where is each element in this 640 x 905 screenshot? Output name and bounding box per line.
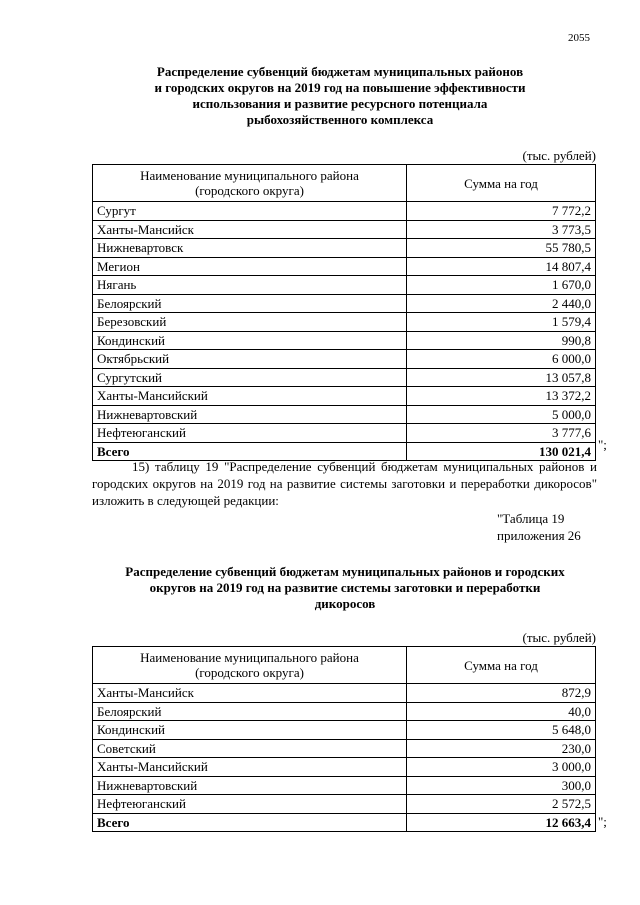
title-line: рыбохозяйственного комплекса [246, 112, 434, 127]
section2-closing-mark: "; [598, 814, 607, 829]
title-line: Распределение субвенций бюджетам муниципальных районов и городских [125, 564, 565, 579]
district-name: Всего [93, 442, 407, 461]
district-name: Нягань [93, 276, 407, 295]
district-name: Кондинский [93, 721, 407, 740]
title-line: использования и развитие ресурсного потенциала [192, 96, 488, 111]
table-row [93, 350, 596, 369]
district-name: Ханты-Мансийский [93, 758, 407, 777]
section1-unit: (тыс. рублей) [522, 148, 596, 163]
district-name: Сургут [93, 202, 407, 221]
annual-sum: 2 440,0 [407, 294, 596, 313]
annual-sum: 130 021,4 [407, 442, 596, 461]
section2-unit: (тыс. рублей) [522, 630, 596, 645]
annual-sum: 1 670,0 [407, 276, 596, 295]
district-name: Березовский [93, 313, 407, 332]
table-row [93, 239, 596, 258]
annual-sum: 5 000,0 [407, 405, 596, 424]
header-sum: Сумма на год [407, 165, 596, 202]
annual-sum: 3 773,5 [407, 220, 596, 239]
annual-sum: 300,0 [407, 776, 596, 795]
district-name: Нижневартовский [93, 405, 407, 424]
table-row [93, 331, 596, 350]
title-line: округов на 2019 год на развитие системы заготовки и переработки [149, 580, 541, 595]
header-name: Наименование муниципального района (городского округа) [93, 165, 407, 202]
district-name: Мегион [93, 257, 407, 276]
annual-sum: 230,0 [407, 739, 596, 758]
annual-sum: 12 663,4 [407, 813, 596, 832]
district-name: Сургутский [93, 368, 407, 387]
table-row [93, 405, 596, 424]
table-row [93, 202, 596, 221]
district-name: Нефтеюганский [93, 795, 407, 814]
section1-closing-mark: "; [598, 437, 607, 452]
section1-title [80, 64, 600, 128]
table-caption: "Таблица 19 приложения 26 [497, 511, 581, 543]
table-row [93, 739, 596, 758]
annual-sum: 13 057,8 [407, 368, 596, 387]
annual-sum: 3 777,6 [407, 424, 596, 443]
district-name: Советский [93, 739, 407, 758]
annual-sum: 3 000,0 [407, 758, 596, 777]
section1-table [92, 164, 596, 461]
page-number: 2055 [568, 32, 590, 44]
table-row [93, 313, 596, 332]
annual-sum: 872,9 [407, 684, 596, 703]
district-name: Белоярский [93, 294, 407, 313]
district-name: Нижневартовский [93, 776, 407, 795]
header-name: Наименование муниципального района (городского округа) [93, 647, 407, 684]
district-name: Ханты-Мансийск [93, 684, 407, 703]
annual-sum: 14 807,4 [407, 257, 596, 276]
title-line: дикоросов [314, 596, 376, 611]
table-row [93, 702, 596, 721]
annual-sum: 55 780,5 [407, 239, 596, 258]
section2-table [92, 646, 596, 832]
district-name: Кондинский [93, 331, 407, 350]
amendment-paragraph: 15) таблицу 19 "Распределение субвенций бюджетам муниципальных районов и городских округов на 2019 год на развитие системы заготовки и переработки дикоросов" изложить в следующей редакции: [92, 459, 597, 508]
table-row [93, 424, 596, 443]
table-header-row [93, 647, 596, 684]
table-row [93, 758, 596, 777]
title-line: и городских округов на 2019 год на повышение эффективности [154, 80, 526, 95]
annual-sum: 5 648,0 [407, 721, 596, 740]
annual-sum: 2 572,5 [407, 795, 596, 814]
section2-title [90, 564, 600, 612]
table-row [93, 684, 596, 703]
header-sum: Сумма на год [407, 647, 596, 684]
district-name: Октябрьский [93, 350, 407, 369]
table-row [93, 220, 596, 239]
table-row [93, 257, 596, 276]
table-row [93, 368, 596, 387]
annual-sum: 40,0 [407, 702, 596, 721]
district-name: Нефтеюганский [93, 424, 407, 443]
district-name: Белоярский [93, 702, 407, 721]
district-name: Нижневартовск [93, 239, 407, 258]
title-line: Распределение субвенций бюджетам муниципальных районов [156, 64, 524, 79]
annual-sum: 13 372,2 [407, 387, 596, 406]
district-name: Ханты-Мансийский [93, 387, 407, 406]
annual-sum: 990,8 [407, 331, 596, 350]
table-row [93, 776, 596, 795]
district-name: Ханты-Мансийск [93, 220, 407, 239]
table-row [93, 721, 596, 740]
table-header-row [93, 165, 596, 202]
table-row [93, 795, 596, 814]
district-name: Всего [93, 813, 407, 832]
table-row [93, 387, 596, 406]
table-row [93, 276, 596, 295]
annual-sum: 1 579,4 [407, 313, 596, 332]
annual-sum: 6 000,0 [407, 350, 596, 369]
table-row [93, 294, 596, 313]
table-total-row [93, 813, 596, 832]
annual-sum: 7 772,2 [407, 202, 596, 221]
